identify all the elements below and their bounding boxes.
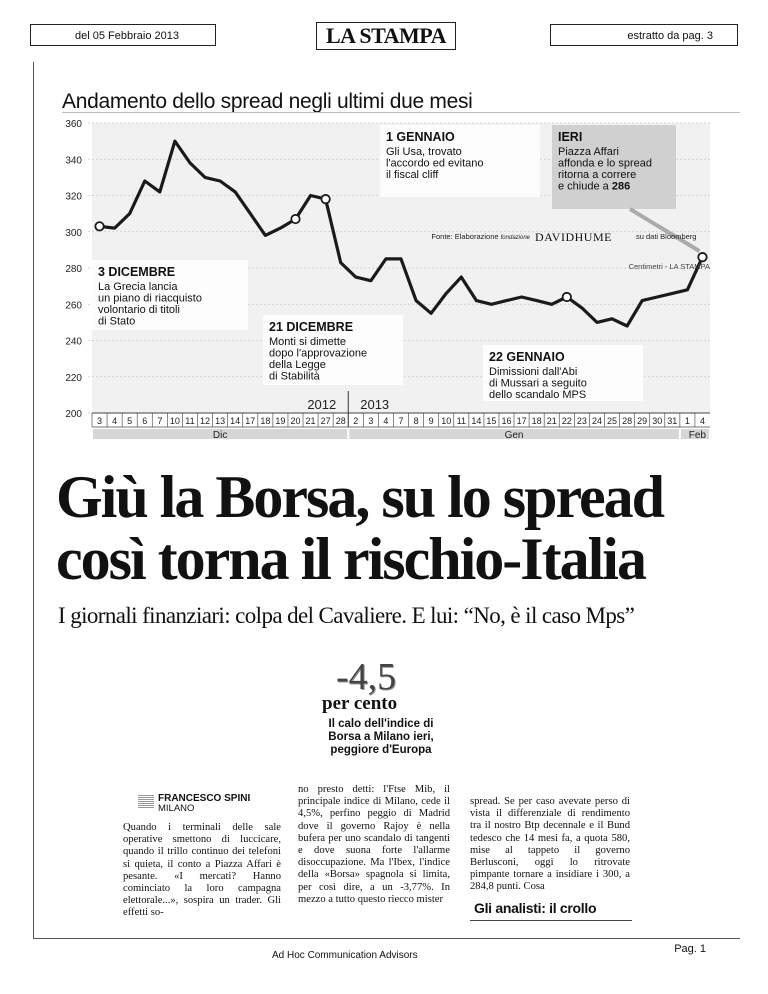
x-tick-label: 23 [576, 416, 587, 426]
y-tick-label: 220 [65, 372, 82, 384]
x-tick-label: 15 [486, 416, 497, 426]
x-tick-label: 21 [305, 416, 316, 426]
annotation-text: di Stabilità [269, 370, 320, 383]
annotation-text: e chiude a 286 [558, 180, 631, 193]
x-tick-label: 17 [245, 416, 256, 426]
article-column-2: no presto detti: l'Ftse Mib, il principale indice di Milano, cede il 4,5%, perfino peggio di Madrid dove il governo Rajoy è nella bufera per uno scandalo di tangenti e dove suona forte l'allarme disoccupazione. Ma l'Ibex, l'indice della «Borsa» spagnola si limita, per così dire, a un -3,77%. In mezzo a tutto questo riecco mister [298, 784, 450, 905]
source-credit: Fonte: Elaborazione fondazione [431, 232, 530, 241]
y-tick-label: 300 [65, 227, 82, 239]
x-tick-label: 17 [516, 416, 527, 426]
source-suffix: su dati Bloomberg [636, 232, 697, 241]
x-tick-label: 4 [383, 416, 389, 426]
x-tick-label: 14 [230, 416, 241, 426]
x-tick-label: 4 [699, 416, 705, 426]
x-tick-label: 14 [471, 416, 482, 426]
annotation-text: Monti si dimette [269, 336, 347, 348]
annotation-text: di Mussari a seguito [489, 377, 587, 390]
byline-icon [138, 794, 154, 808]
headline-line-2: così torna il rischio-Italia [56, 526, 645, 592]
annotation-title: 3 DICEMBRE [98, 265, 176, 279]
data-point [321, 195, 329, 203]
x-tick-label: 20 [290, 416, 301, 426]
data-point [563, 293, 571, 301]
x-tick-label: 16 [501, 416, 512, 426]
x-tick-label: 18 [260, 416, 271, 426]
x-tick-label: 27 [320, 416, 331, 426]
x-tick-label: 13 [215, 416, 226, 426]
x-tick-label: 24 [591, 416, 602, 426]
month-label: Gen [504, 430, 524, 441]
data-point [291, 215, 299, 223]
annotation-text: affonda e lo spread [558, 157, 652, 170]
y-tick-label: 340 [65, 155, 82, 167]
x-tick-label: 10 [441, 416, 452, 426]
annotation-text: Piazza Affari [558, 146, 619, 158]
x-tick-label: 5 [127, 416, 133, 426]
month-label: Dic [212, 430, 228, 441]
annotation-text: dopo l'approvazione [269, 347, 368, 360]
annotation-title: IERI [558, 130, 583, 144]
annotation-title: 1 GENNAIO [386, 130, 455, 144]
annotation-text: un piano di riacquisto [98, 292, 202, 305]
x-tick-label: 25 [607, 416, 618, 426]
section-rule [470, 920, 632, 921]
stat-number: -4,5 [336, 656, 397, 698]
headline-line-1: Giù la Borsa, su lo spread [56, 464, 664, 530]
annotation-title: 21 DICEMBRE [269, 320, 354, 334]
source-brand-logo: DAVIDHUME [535, 230, 612, 244]
x-tick-label: 6 [142, 416, 148, 426]
chart-title: Andamento dello spread negli ultimi due mesi [62, 90, 473, 113]
x-tick-label: 19 [275, 416, 286, 426]
extract-page: estratto da pag. 3 [550, 24, 738, 46]
data-point [95, 222, 103, 230]
x-tick-label: 11 [185, 416, 195, 426]
x-tick-label: 28 [622, 416, 633, 426]
y-tick-label: 200 [65, 409, 82, 420]
x-tick-label: 21 [546, 416, 557, 426]
spread-chart [40, 115, 730, 450]
x-tick-label: 4 [112, 416, 118, 426]
x-tick-label: 3 [368, 416, 374, 426]
issue-date: del 05 Febbraio 2013 [30, 24, 216, 46]
stat-caption: Il calo dell'indice di Borsa a Milano ieri, peggiore d'Europa [328, 718, 434, 756]
source-small: fondazione [500, 235, 530, 241]
annotation-text: della Legge [269, 359, 326, 371]
graphic-credit: Centimetri - LA STAMPA [628, 262, 710, 271]
x-tick-label: 2 [353, 416, 359, 426]
x-tick-label: 11 [456, 416, 466, 426]
y-tick-label: 280 [65, 264, 82, 275]
x-tick-label: 31 [667, 416, 678, 426]
annotation-text: il fiscal cliff [386, 169, 439, 181]
article-column-3: spread. Se per caso avevate perso di vista il differenziale di rendimento tra il nostro Btp decennale e il Bund tedesco che 14 mesi fa, a quota 580, mise al tappeto il governo Berlusconi, oggi lo ritrovate pimpante tornare a insidiare i 300, a 284,8 punti. Cosa [470, 796, 630, 893]
author-name: FRANCESCO SPINI [158, 793, 251, 804]
y-tick-label: 360 [65, 119, 82, 130]
annotation-text: Gli Usa, trovato [386, 146, 462, 158]
headline [56, 466, 663, 590]
x-tick-label: 12 [200, 416, 211, 426]
section-title: Gli analisti: il crollo [474, 900, 597, 916]
footer-agency: Ad Hoc Communication Advisors [272, 950, 418, 961]
annotation-text: La Grecia lancia [98, 281, 178, 293]
y-tick-label: 260 [65, 300, 82, 312]
month-label: Feb [688, 430, 706, 441]
dateline-city: MILANO [158, 803, 195, 814]
x-tick-label: 3 [97, 416, 103, 426]
annotation-text: ritorna a correre [558, 169, 637, 181]
year-label: 2013 [360, 397, 390, 412]
data-point [698, 253, 706, 261]
x-tick-label: 18 [531, 416, 542, 426]
x-tick-label: 22 [561, 416, 572, 426]
annotation-value: 286 [611, 180, 631, 193]
page-number: Pag. 1 [674, 943, 706, 955]
masthead-logo: LA STAMPA [316, 22, 456, 50]
annotation-text: Dimissioni dall'Abi [489, 366, 578, 378]
x-tick-label: 30 [652, 416, 663, 426]
annotation-title: 22 GENNAIO [489, 350, 565, 364]
annotation-text: dello scandalo MPS [489, 389, 587, 401]
annotation-text: di Stato [98, 315, 136, 328]
x-tick-label: 9 [428, 416, 434, 426]
subheadline: I giornali finanziari: colpa del Cavaliere. E lui: “No, è il caso Mps” [58, 603, 635, 628]
x-tick-label: 1 [684, 416, 690, 426]
stat-unit: per cento [322, 693, 398, 714]
x-tick-label: 10 [169, 416, 180, 426]
x-tick-label: 28 [335, 416, 346, 426]
annotation-text: volontario di titoli [98, 304, 180, 316]
annotation-text: l'accordo ed evitano [386, 157, 484, 170]
article-column-1: Quando i terminali delle sale operative smettono di luccicare, quando il trillo continuo dei telefoni si quieta, il conto a Piazza Affari è pesante. «I mercati? Hanno cominciato la loro campagna elettorale...», sospira un trader. Gli effetti so- [123, 822, 281, 919]
x-tick-label: 8 [413, 416, 419, 426]
x-tick-label: 7 [398, 416, 404, 426]
y-tick-label: 240 [65, 336, 82, 348]
x-tick-label: 29 [637, 416, 648, 426]
year-label: 2012 [307, 397, 337, 412]
x-tick-label: 7 [157, 416, 163, 426]
y-tick-label: 320 [65, 191, 82, 203]
chart-title-rule [62, 112, 740, 113]
